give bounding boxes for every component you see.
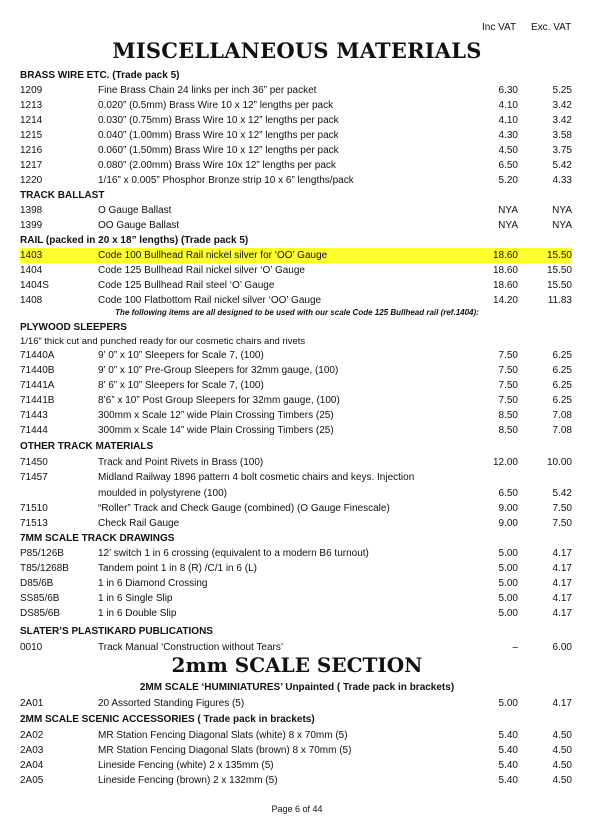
cell-exc: 6.25 — [552, 380, 572, 391]
cell-desc: Code 100 Bullhead Rail nickel silver for ‘OO’ Gauge — [98, 250, 328, 261]
section-heading-track-drawings: 7MM SCALE TRACK DRAWINGS — [20, 533, 175, 544]
cell-desc: 12’ switch 1 in 6 crossing (equivalent to a modern B6 turnout) — [98, 548, 369, 559]
cell-desc: “Roller” Track and Check Gauge (combined) (O Gauge Finescale) — [98, 503, 390, 514]
table-row — [20, 546, 572, 561]
cell-exc: 5.42 — [552, 160, 572, 171]
table-row — [20, 263, 572, 278]
cell-code: P85/126B — [20, 548, 64, 559]
cell-inc: 5.40 — [498, 775, 518, 786]
cell-code: 1220 — [20, 175, 43, 186]
cell-code: 71440A — [20, 350, 55, 361]
page-title: MISCELLANEOUS MATERIALS — [112, 38, 482, 63]
cell-inc: NYA — [498, 205, 518, 216]
table-row — [20, 98, 572, 113]
cell-exc: 7.50 — [552, 518, 572, 529]
cell-desc: Midland Railway 1896 pattern 4 bolt cosmetic chairs and keys. Injection — [98, 472, 415, 483]
exc-vat-header: Exc. VAT — [531, 22, 572, 33]
cell-exc: 6.00 — [552, 642, 572, 653]
cell-desc: Code 125 Bullhead Rail steel ‘O’ Gauge — [98, 280, 275, 291]
table-row — [20, 486, 572, 501]
cell-inc: 5.00 — [498, 563, 518, 574]
cell-code: 71513 — [20, 518, 48, 529]
cell-exc: 10.00 — [546, 457, 572, 468]
cell-code: 0010 — [20, 642, 43, 653]
rail-note: The following items are all designed to be used with our scale Code 125 Bullhead rail (ref.1404): — [115, 308, 479, 317]
cell-code: 2A02 — [20, 730, 44, 741]
cell-code: 1404 — [20, 265, 43, 276]
table-row — [20, 173, 572, 188]
cell-inc: 5.00 — [498, 608, 518, 619]
cell-inc: NYA — [498, 220, 518, 231]
cell-inc: 7.50 — [498, 380, 518, 391]
table-row — [20, 576, 572, 591]
page-number: Page 6 of 44 — [271, 804, 323, 814]
cell-exc: 6.25 — [552, 350, 572, 361]
cell-exc: 4.50 — [552, 745, 572, 756]
cell-inc: 4.10 — [498, 100, 518, 111]
table-row — [20, 143, 572, 158]
cell-inc: 4.50 — [498, 145, 518, 156]
cell-desc: 20 Assorted Standing Figures (5) — [98, 698, 245, 709]
cell-desc: O Gauge Ballast — [98, 205, 172, 216]
table-row — [20, 728, 572, 743]
cell-inc: 5.40 — [498, 760, 518, 771]
cell-code: 1213 — [20, 100, 43, 111]
cell-inc: 18.60 — [492, 250, 518, 261]
section-title-2mm: 2mm SCALE SECTION — [171, 653, 423, 677]
table-row — [20, 696, 572, 711]
cell-desc: 1 in 6 Diamond Crossing — [98, 578, 208, 589]
cell-desc: 1/16” x 0.005” Phosphor Bronze strip 10 x 6” lengths/pack — [98, 175, 354, 186]
cell-desc: 0.040” (1.00mm) Brass Wire 10 x 12” lengths per pack — [98, 130, 339, 141]
cell-exc: 6.25 — [552, 395, 572, 406]
cell-inc: 18.60 — [492, 280, 518, 291]
cell-exc: 6.25 — [552, 365, 572, 376]
cell-inc: 7.50 — [498, 395, 518, 406]
cell-exc: NYA — [552, 205, 572, 216]
cell-code: 2A03 — [20, 745, 44, 756]
section-heading-publications: SLATER’S PLASTIKARD PUBLICATIONS — [20, 626, 213, 637]
section-heading-rail: RAIL (packed in 20 x 18” lengths) (Trade pack 5) — [20, 235, 249, 246]
cell-desc: 9’ 0” x 10” Pre-Group Sleepers for 32mm gauge, (100) — [98, 365, 339, 376]
table-row — [20, 293, 572, 308]
cell-desc: 8’6” x 10” Post Group Sleepers for 32mm gauge, (100) — [98, 395, 340, 406]
table-row — [20, 83, 572, 98]
section-heading-plywood-sleepers: PLYWOOD SLEEPERS — [20, 322, 127, 333]
cell-code: 2A04 — [20, 760, 44, 771]
cell-code: 1217 — [20, 160, 43, 171]
cell-desc: Track and Point Rivets in Brass (100) — [98, 457, 264, 468]
cell-desc: 0.030” (0.75mm) Brass Wire 10 x 12” lengths per pack — [98, 115, 339, 126]
cell-code: 71443 — [20, 410, 48, 421]
cell-code: 71510 — [20, 503, 48, 514]
cell-code: 1216 — [20, 145, 43, 156]
cell-exc: 5.42 — [552, 488, 572, 499]
cell-exc: 4.17 — [552, 548, 572, 559]
cell-desc: 0.080” (2.00mm) Brass Wire 10x 12” lengths per pack — [98, 160, 336, 171]
table-row — [20, 470, 572, 485]
cell-desc: Fine Brass Chain 24 links per inch 36” per packet — [98, 85, 317, 96]
inc-vat-header: Inc VAT — [482, 22, 517, 33]
cell-code: 1399 — [20, 220, 43, 231]
cell-inc: 14.20 — [492, 295, 518, 306]
table-row-highlighted — [20, 248, 572, 263]
cell-code: 71450 — [20, 457, 48, 468]
plywood-intro: 1/16” thick cut and punched ready for our cosmetic chairs and rivets — [20, 336, 306, 347]
cell-inc: 5.00 — [498, 698, 518, 709]
cell-desc: 300mm x Scale 12” wide Plain Crossing Timbers (25) — [98, 410, 334, 421]
cell-desc: MR Station Fencing Diagonal Slats (brown) 8 x 70mm (5) — [98, 745, 352, 756]
cell-inc: 4.30 — [498, 130, 518, 141]
cell-desc: Lineside Fencing (brown) 2 x 132mm (5) — [98, 775, 278, 786]
cell-desc: moulded in polystyrene (100) — [98, 488, 227, 499]
cell-inc: 4.10 — [498, 115, 518, 126]
cell-inc: 5.00 — [498, 548, 518, 559]
cell-exc: 4.17 — [552, 608, 572, 619]
section-heading-other-track-materials: OTHER TRACK MATERIALS — [20, 441, 154, 452]
table-row — [20, 561, 572, 576]
cell-desc: 0.020” (0.5mm) Brass Wire 10 x 12” lengths per pack — [98, 100, 334, 111]
table-row — [20, 278, 572, 293]
cell-exc: 11.83 — [547, 295, 572, 306]
cell-inc: 5.00 — [498, 593, 518, 604]
cell-desc: Code 125 Bullhead Rail nickel silver ‘O’ Gauge — [98, 265, 305, 276]
cell-inc: 6.50 — [498, 160, 518, 171]
cell-desc: 0.060” (1.50mm) Brass Wire 10 x 12” lengths per pack — [98, 145, 339, 156]
table-row — [20, 158, 572, 173]
cell-inc: 5.40 — [498, 730, 518, 741]
cell-desc: MR Station Fencing Diagonal Slats (white) 8 x 70mm (5) — [98, 730, 348, 741]
cell-exc: 4.50 — [552, 730, 572, 741]
cell-exc: 4.17 — [552, 578, 572, 589]
cell-inc: 5.00 — [498, 578, 518, 589]
cell-inc: 5.40 — [498, 745, 518, 756]
cell-code: 1408 — [20, 295, 43, 306]
cell-inc: 9.00 — [498, 503, 518, 514]
cell-code: 71444 — [20, 425, 48, 436]
cell-desc: Lineside Fencing (white) 2 x 135mm (5) — [98, 760, 274, 771]
cell-code: T85/1268B — [20, 563, 69, 574]
table-row — [20, 773, 572, 788]
section-heading-track-ballast: TRACK BALLAST — [20, 190, 105, 201]
cell-exc: 4.33 — [552, 175, 572, 186]
cell-exc: 7.50 — [552, 503, 572, 514]
cell-code: 2A05 — [20, 775, 44, 786]
table-row — [20, 591, 572, 606]
cell-exc: 4.17 — [552, 593, 572, 604]
cell-code: 1214 — [20, 115, 43, 126]
cell-code: 71441B — [20, 395, 55, 406]
table-row — [20, 128, 572, 143]
cell-exc: 15.50 — [546, 280, 572, 291]
cell-exc: 4.50 — [552, 775, 572, 786]
cell-desc: 300mm x Scale 14” wide Plain Crossing Timbers (25) — [98, 425, 334, 436]
table-row — [20, 423, 572, 438]
cell-exc: 3.58 — [552, 130, 572, 141]
cell-desc: Tandem point 1 in 8 (R) /C/1 in 6 (L) — [98, 563, 257, 574]
cell-exc: 5.25 — [552, 85, 572, 96]
table-row — [20, 516, 572, 531]
cell-inc: 9.00 — [498, 518, 518, 529]
table-row — [20, 348, 572, 363]
cell-desc: Code 100 Flatbottom Rail nickel silver ‘OO’ Gauge — [98, 295, 322, 306]
cell-code: SS85/6B — [20, 593, 60, 604]
cell-exc: 7.08 — [552, 410, 572, 421]
cell-exc: 4.17 — [552, 563, 572, 574]
cell-exc: 3.42 — [552, 115, 572, 126]
cell-code: 1215 — [20, 130, 43, 141]
cell-desc: 9’ 0” x 10” Sleepers for Scale 7, (100) — [98, 350, 264, 361]
cell-desc: Track Manual ‘Construction without Tears’ — [98, 642, 284, 653]
cell-inc: 8.50 — [498, 425, 518, 436]
cell-inc: 6.30 — [498, 85, 518, 96]
cell-code: 1404S — [20, 280, 49, 291]
table-row — [20, 113, 572, 128]
table-row — [20, 501, 572, 516]
section-heading-huminiatures: 2MM SCALE ‘HUMINIATURES’ Unpainted ( Trade pack in brackets) — [139, 682, 455, 693]
cell-code: 71457 — [20, 472, 48, 483]
table-row — [20, 743, 572, 758]
cell-inc: 12.00 — [492, 457, 518, 468]
section-heading-brass-wire: BRASS WIRE ETC. (Trade pack 5) — [20, 70, 180, 81]
cell-code: 71441A — [20, 380, 55, 391]
cell-inc: 18.60 — [492, 265, 518, 276]
cell-code: 2A01 — [20, 698, 44, 709]
cell-desc: 8’ 6” x 10” Sleepers for Scale 7, (100) — [98, 380, 264, 391]
table-row — [20, 363, 572, 378]
cell-inc: 6.50 — [498, 488, 518, 499]
cell-exc: 3.42 — [552, 100, 572, 111]
table-row — [20, 203, 572, 218]
cell-code: 71440B — [20, 365, 55, 376]
cell-exc: 4.50 — [552, 760, 572, 771]
cell-exc: 7.08 — [552, 425, 572, 436]
cell-desc: Check Rail Gauge — [98, 518, 180, 529]
cell-inc: 7.50 — [498, 365, 518, 376]
cell-exc: NYA — [552, 220, 572, 231]
cell-exc: 15.50 — [546, 265, 572, 276]
cell-desc: 1 in 6 Single Slip — [98, 593, 173, 604]
cell-code: 1398 — [20, 205, 43, 216]
cell-inc: 5.20 — [498, 175, 518, 186]
cell-exc: 15.50 — [546, 250, 572, 261]
cell-exc: 3.75 — [552, 145, 572, 156]
table-row — [20, 408, 572, 423]
cell-exc: 4.17 — [552, 698, 572, 709]
table-row — [20, 455, 572, 470]
table-row — [20, 393, 572, 408]
section-heading-scenic-accessories: 2MM SCALE SCENIC ACCESSORIES ( Trade pack in brackets) — [20, 714, 315, 725]
cell-code: 1403 — [20, 250, 43, 261]
cell-code: 1209 — [20, 85, 43, 96]
cell-code: DS85/6B — [20, 608, 61, 619]
cell-code: D85/6B — [20, 578, 54, 589]
table-row — [20, 218, 572, 233]
table-row — [20, 758, 572, 773]
table-row — [20, 606, 572, 621]
cell-inc: 8.50 — [498, 410, 518, 421]
cell-inc: – — [512, 642, 518, 653]
table-row — [20, 378, 572, 393]
cell-desc: OO Gauge Ballast — [98, 220, 180, 231]
cell-inc: 7.50 — [498, 350, 518, 361]
cell-desc: 1 in 6 Double Slip — [98, 608, 177, 619]
